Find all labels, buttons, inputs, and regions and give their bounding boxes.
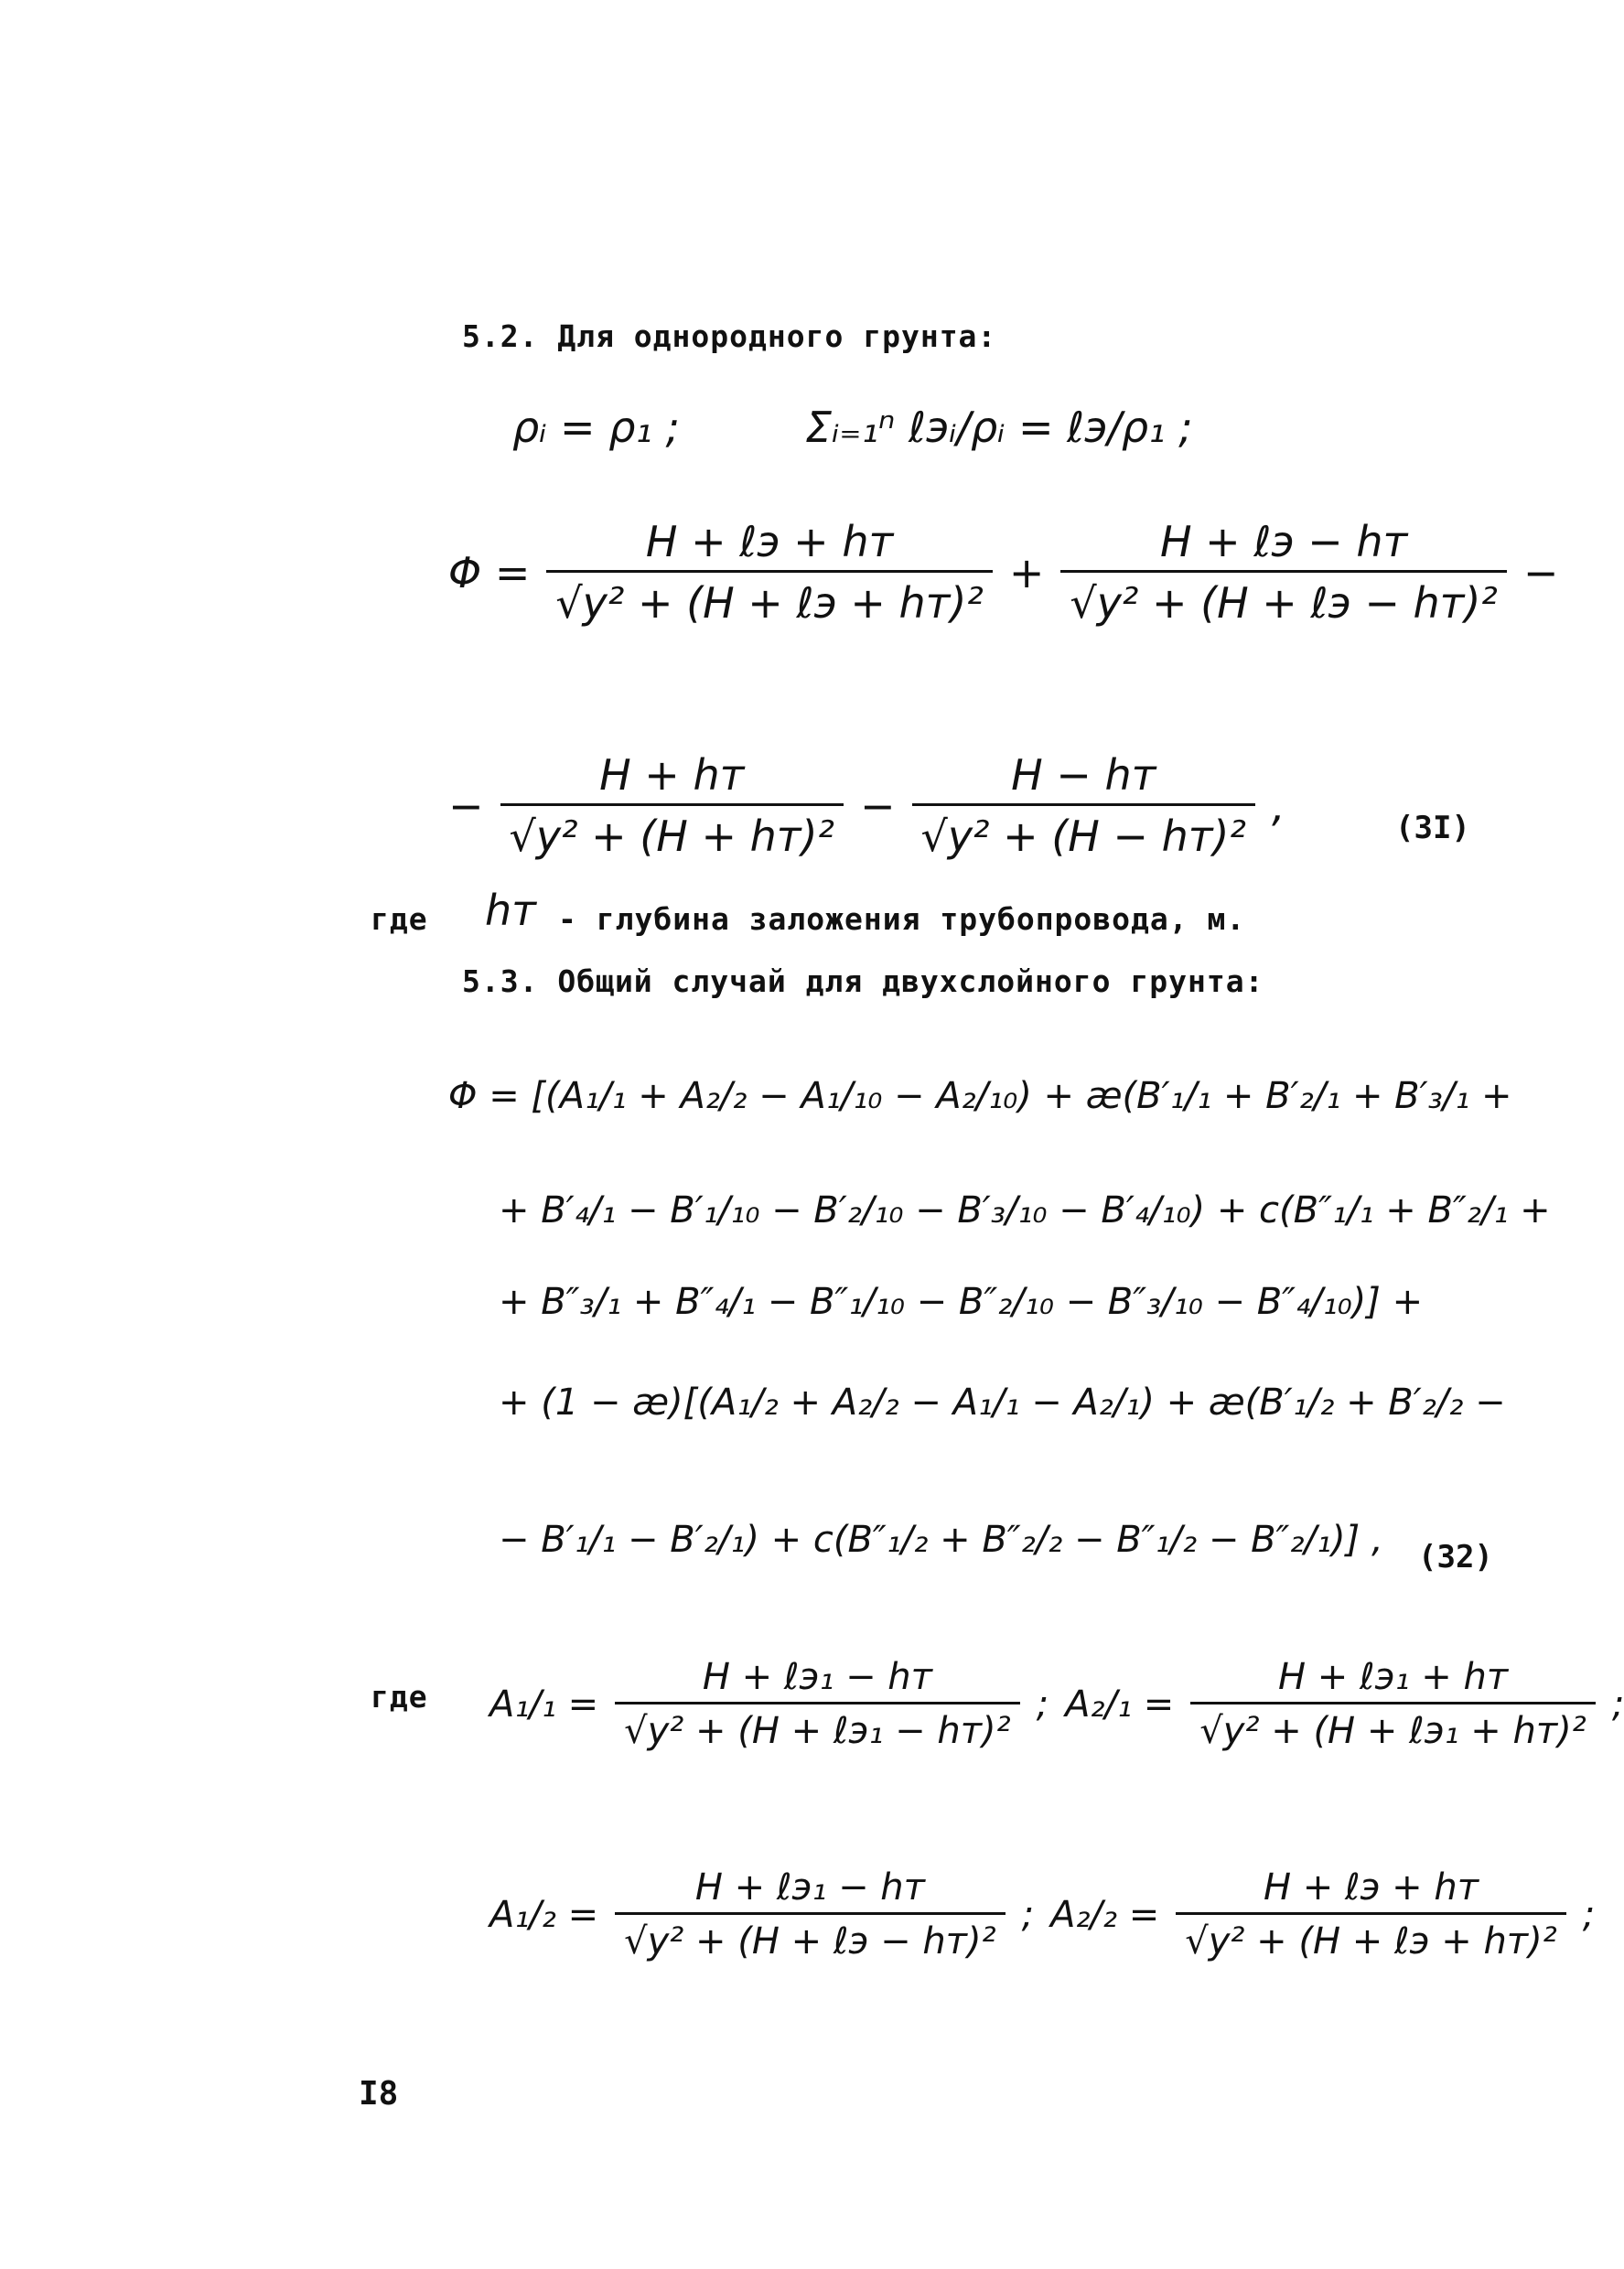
a11-numerator: H + ℓэ₁ − hт xyxy=(702,1656,932,1698)
fraction-term-2 xyxy=(1060,517,1506,628)
fraction-term-1 xyxy=(546,517,992,628)
term-3-numerator: H + hт xyxy=(599,750,745,800)
h-t-definition: - глубина заложения трубопровода, м. xyxy=(558,901,1246,937)
condition-rho-equal: ρᵢ = ρ₁ ; xyxy=(512,403,680,452)
h-t-symbol: hт xyxy=(485,886,536,935)
a11-lhs: A₁/₁ = xyxy=(489,1683,599,1726)
leading-minus: − xyxy=(448,780,484,831)
a21-denominator: √y² + (H + ℓэ₁ + hт)² xyxy=(1190,1702,1596,1752)
a-definitions-row-1 xyxy=(489,1656,1624,1752)
a12-denominator: √y² + (H + ℓэ − hт)² xyxy=(615,1912,1005,1963)
term-2-denominator: √y² + (H + ℓэ − hт)² xyxy=(1060,570,1506,628)
term-1-denominator: √y² + (H + ℓэ + hт)² xyxy=(546,570,992,628)
page-number: I8 xyxy=(359,2075,399,2113)
eq32-line-5: − B′₁/₁ − B′₂/₁) + c(B″₁/₂ + B″₂/₂ − B″₁/₂ − B″₂/₁)] , xyxy=(499,1519,1383,1561)
phi-formula-line-2 xyxy=(448,750,1285,861)
section-5-2-heading: 5.2. Для однородного грунта: xyxy=(462,318,997,354)
fraction-term-4 xyxy=(912,750,1255,861)
separator: ; xyxy=(1611,1683,1624,1726)
term-1-numerator: H + ℓэ + hт xyxy=(645,517,894,566)
a11-fraction xyxy=(615,1656,1020,1752)
a22-numerator: H + ℓэ + hт xyxy=(1263,1866,1479,1909)
equation-number-32: (32) xyxy=(1418,1539,1493,1575)
a21-fraction xyxy=(1190,1656,1596,1752)
eq32-line-4: + (1 − æ)[(A₁/₂ + A₂/₂ − A₁/₁ − A₂/₁) + æ(B′₁/₂ + B′₂/₂ − xyxy=(499,1382,1506,1424)
where-word-2: где xyxy=(371,1679,428,1715)
a12-numerator: H + ℓэ₁ − hт xyxy=(694,1866,925,1909)
phi-lhs: Φ = xyxy=(448,547,531,597)
eq32-line-1: Φ = [(A₁/₁ + A₂/₂ − A₁/₁₀ − A₂/₁₀) + æ(B′₁/₁ + B′₂/₁ + B′₃/₁ + xyxy=(448,1075,1512,1117)
a21-lhs: A₂/₁ = xyxy=(1065,1683,1175,1726)
a12-lhs: A₁/₂ = xyxy=(489,1893,599,1936)
eq32-line-3: + B″₃/₁ + B″₄/₁ − B″₁/₁₀ − B″₂/₁₀ − B″₃/₁₀ − B″₄/₁₀)] + xyxy=(499,1281,1424,1323)
a11-denominator: √y² + (H + ℓэ₁ − hт)² xyxy=(615,1702,1020,1752)
section-5-3-heading: 5.3. Общий случай для двухслойного грунта: xyxy=(462,963,1264,999)
a22-lhs: A₂/₂ = xyxy=(1050,1893,1160,1936)
term-4-denominator: √y² + (H − hт)² xyxy=(912,803,1255,861)
term-4-numerator: H − hт xyxy=(1011,750,1156,800)
term-3-denominator: √y² + (H + hт)² xyxy=(500,803,844,861)
separator: ; xyxy=(1582,1893,1596,1936)
a21-numerator: H + ℓэ₁ + hт xyxy=(1277,1656,1509,1698)
separator: ; xyxy=(1036,1683,1049,1726)
a22-fraction xyxy=(1176,1866,1565,1963)
term-2-numerator: H + ℓэ − hт xyxy=(1159,517,1408,566)
where-word-1: где xyxy=(371,901,428,937)
equation-number-31: (3I) xyxy=(1395,810,1470,846)
phi-formula-line-1 xyxy=(448,517,1558,628)
fraction-term-3 xyxy=(500,750,844,861)
a12-fraction xyxy=(615,1866,1005,1963)
condition-sum: Σᵢ₌₁ⁿ ℓэᵢ/ρᵢ = ℓэ/ρ₁ ; xyxy=(805,403,1193,452)
plus-operator: + xyxy=(1008,547,1045,597)
minus-operator: − xyxy=(859,780,896,831)
separator: ; xyxy=(1021,1893,1035,1936)
a-definitions-row-2 xyxy=(489,1866,1595,1963)
a22-denominator: √y² + (H + ℓэ + hт)² xyxy=(1176,1912,1565,1963)
comma: , xyxy=(1271,780,1285,831)
eq32-line-2: + B′₄/₁ − B′₁/₁₀ − B′₂/₁₀ − B′₃/₁₀ − B′₄/₁₀) + c(B″₁/₁ + B″₂/₁ + xyxy=(499,1189,1551,1231)
trailing-minus: − xyxy=(1522,547,1559,597)
